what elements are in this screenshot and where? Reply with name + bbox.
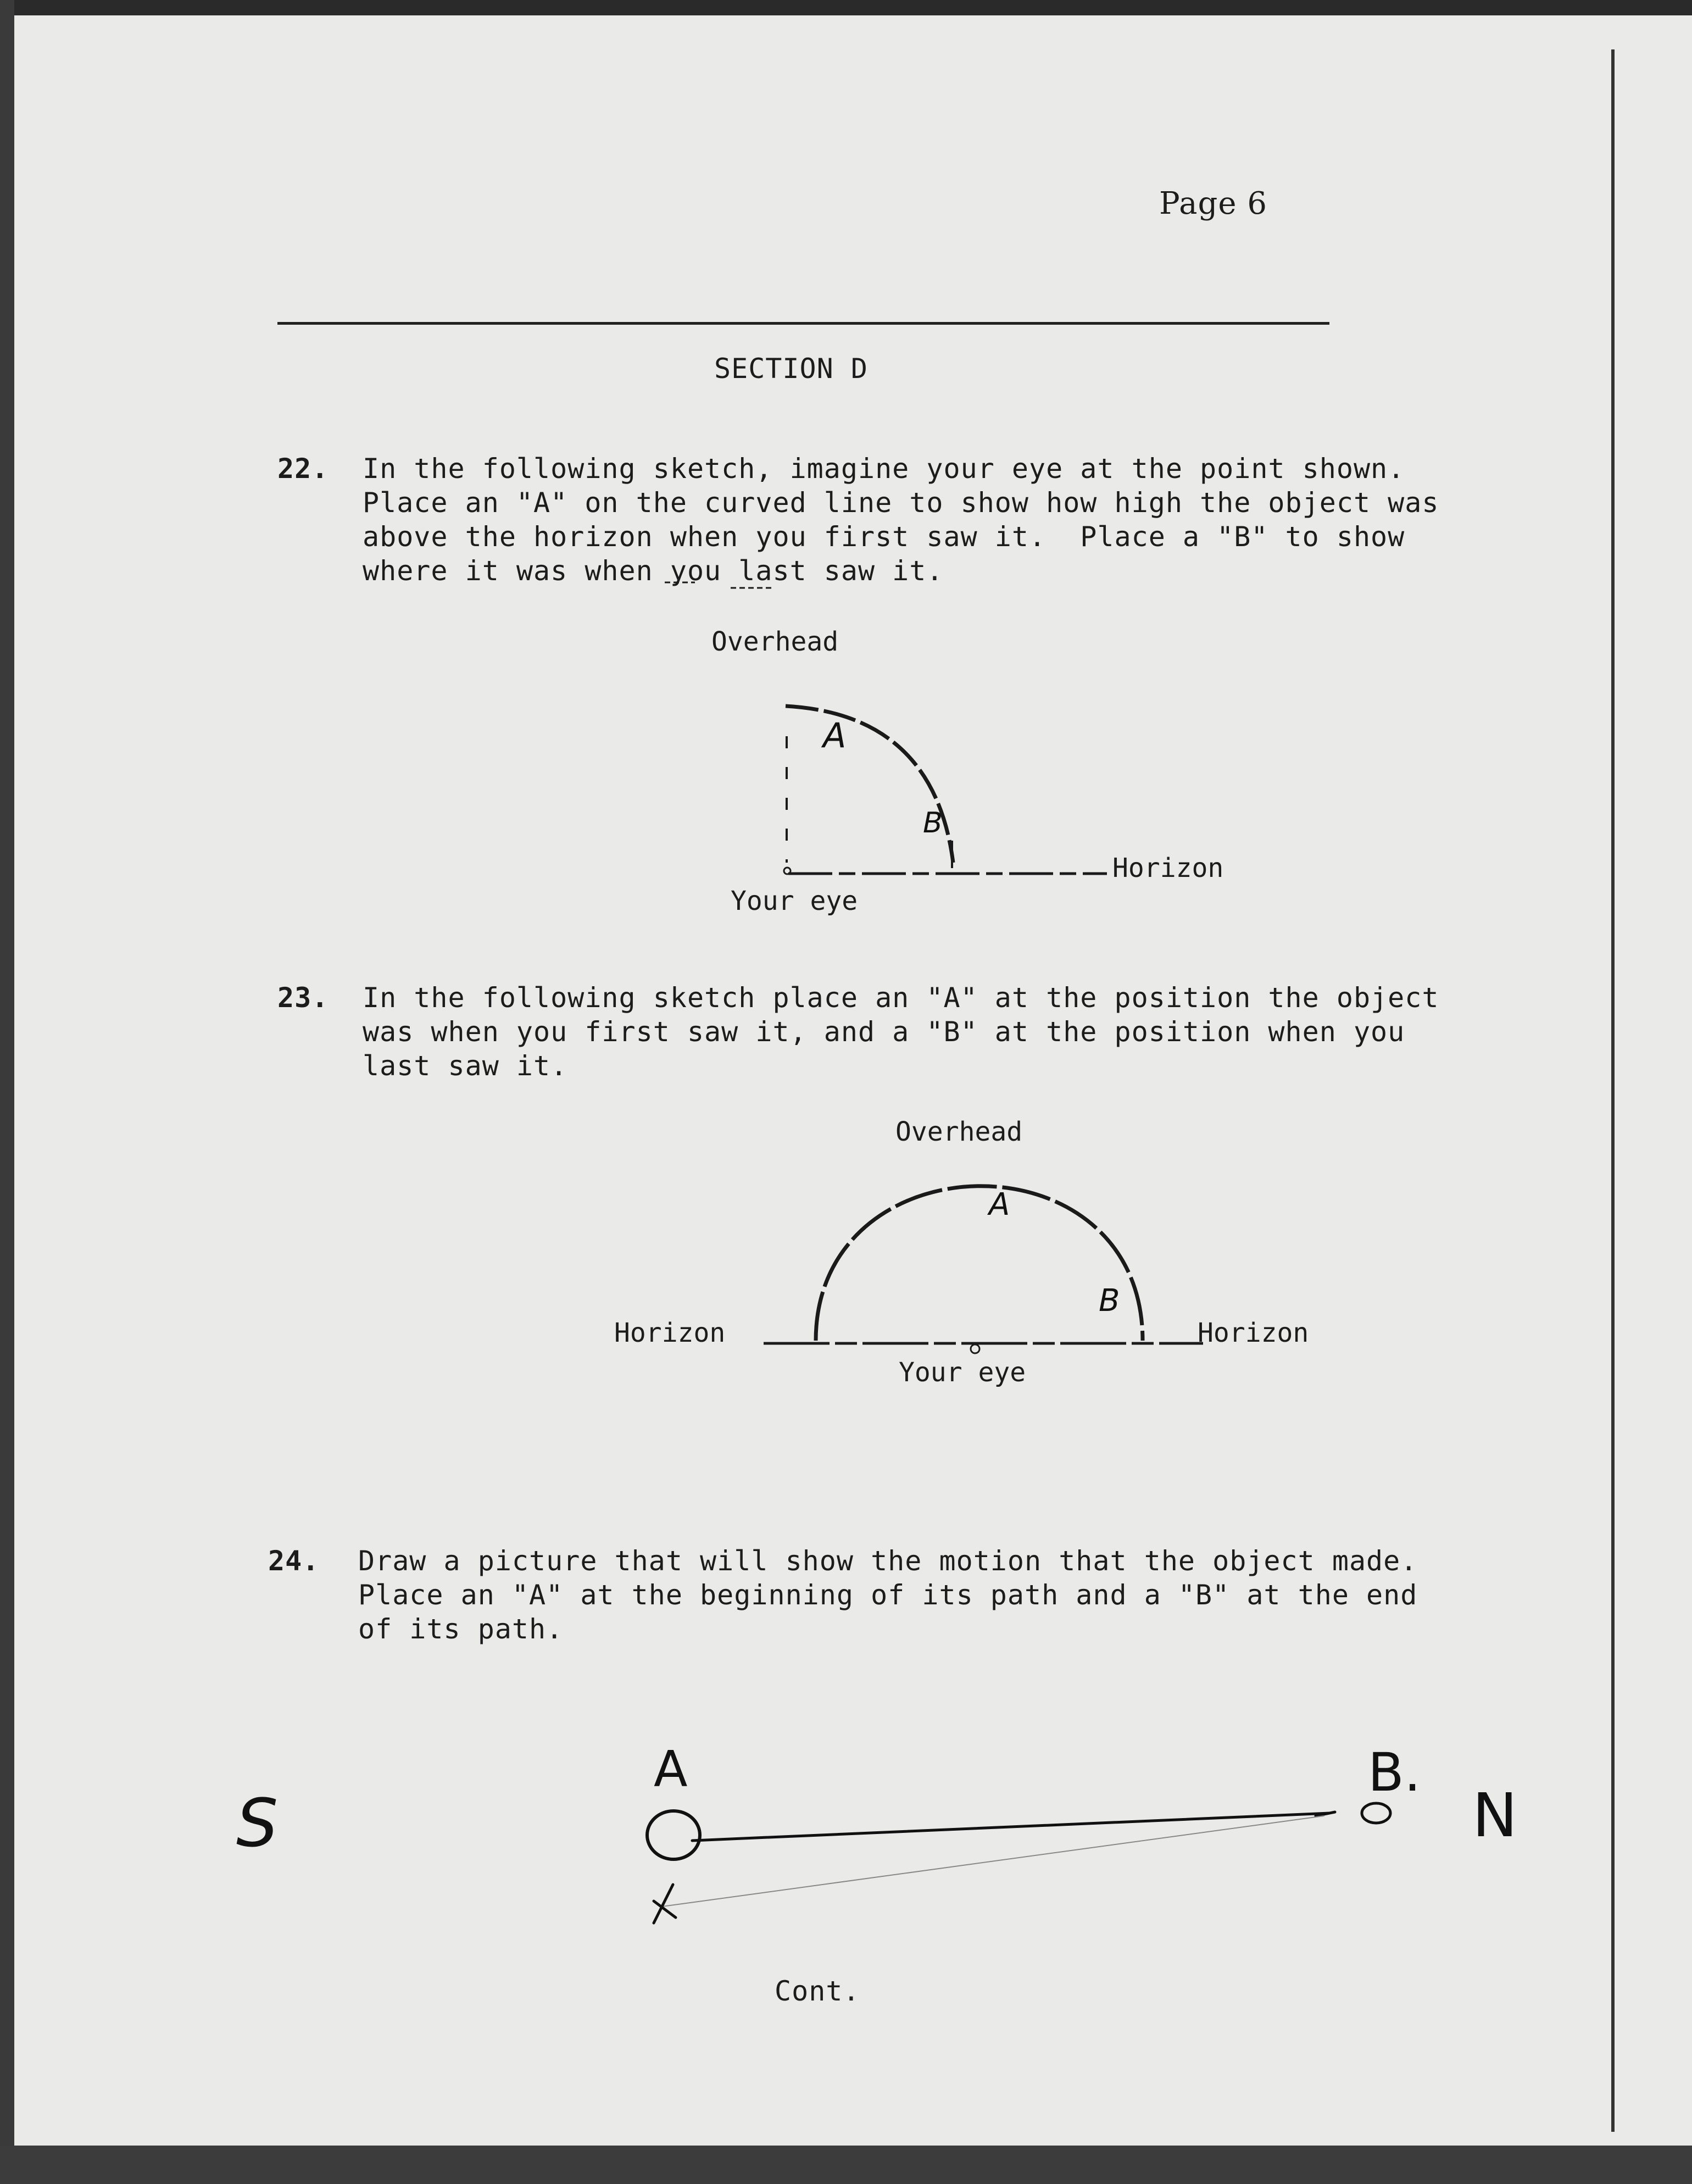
q24-lower-mark (654, 1885, 676, 1923)
q22-horizon-label: Horizon (1112, 853, 1224, 883)
q23-horizon-left-label: Horizon (614, 1318, 726, 1348)
question-23-number: 23. (277, 982, 329, 1014)
q24-handwritten-a: A (654, 1741, 688, 1798)
q24-handwritten-n: N (1472, 1780, 1518, 1850)
question-22-line-4: where it was when you last saw it. (363, 555, 944, 587)
q24-handwritten-b: B. (1368, 1742, 1421, 1803)
footer-cont: Cont. (775, 1975, 860, 2007)
q23-your-eye-label: Your eye (899, 1357, 1026, 1388)
question-24-line-1: Draw a picture that will show the motion that the object made. (358, 1545, 1418, 1577)
question-22-line-3: above the horizon when you first saw it. Place a "B" to show (363, 521, 1405, 553)
question-22-line-2: Place an "A" on the curved line to show how high the object was (363, 487, 1439, 519)
q23-eye-point (971, 1344, 979, 1353)
question-24-line-3: of its path. (358, 1613, 564, 1645)
q22-your-eye-label: Your eye (731, 886, 858, 916)
q24-end-circle (1362, 1803, 1390, 1823)
q22-quarter-arc (786, 706, 953, 863)
q24-start-circle (647, 1811, 700, 1859)
q24-faint-line (662, 1816, 1324, 1907)
question-23-line-2: was when you first saw it, and a "B" at the position when you (363, 1016, 1405, 1048)
q23-handwritten-a: A (989, 1187, 1010, 1222)
q23-horizon-right-label: Horizon (1198, 1318, 1309, 1348)
q23-overhead-label: Overhead (895, 1116, 1023, 1147)
question-24-number: 24. (268, 1545, 320, 1577)
question-22-line-1: In the following sketch, imagine your eye at the point shown. (363, 453, 1405, 485)
q22-handwritten-a: A (823, 715, 847, 755)
q22-eye-point (784, 868, 791, 874)
section-title: SECTION D (714, 353, 868, 385)
q22-overhead-label: Overhead (711, 626, 839, 657)
question-23-line-3: last saw it. (363, 1050, 568, 1082)
q22-diagram (665, 582, 1107, 874)
q24-handwritten-s: S (236, 1786, 279, 1862)
q23-diagram (764, 1186, 1203, 1353)
question-24-line-2: Place an "A" at the beginning of its path and a "B" at the end (358, 1579, 1418, 1611)
question-23-line-1: In the following sketch place an "A" at the position the object (363, 982, 1439, 1014)
question-22-number: 22. (277, 453, 329, 485)
q24-path-line (692, 1813, 1329, 1841)
q23-semicircle-arc (816, 1186, 1143, 1341)
q23-handwritten-b: B (1099, 1283, 1120, 1319)
q24-drawing (647, 1803, 1390, 1923)
q22-handwritten-b: B (923, 807, 943, 840)
page-number: Page 6 (1159, 186, 1267, 221)
